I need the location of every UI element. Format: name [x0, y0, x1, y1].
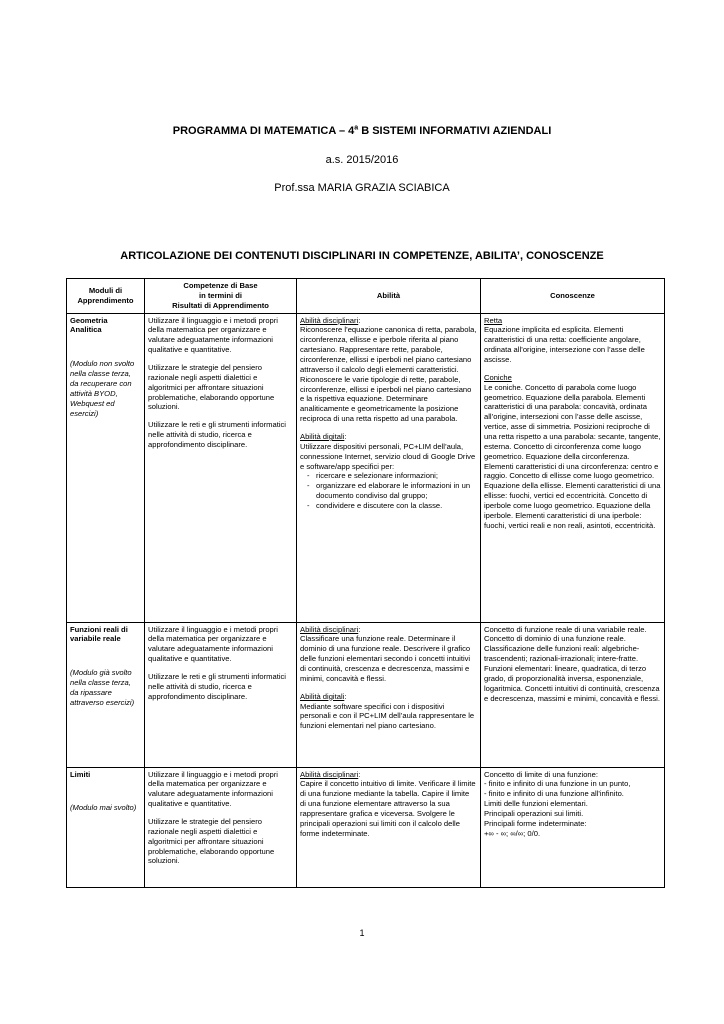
module-note: (Modulo non svolto nella classe terza, da recuperare con attività BYOD, Webquest ed esercizi) — [70, 359, 135, 418]
conoscenze-group-label: Coniche — [484, 372, 512, 382]
conoscenze-line: +∞ - ∞; ∞/∞; 0/0. — [484, 828, 541, 838]
conoscenze-line: Principali forme indeterminate: — [484, 818, 587, 828]
conoscenze-group-text: Equazione implicita ed esplicita. Elementi caratteristici di una retta: coefficiente angolare, ordinata all’origine, intersezione con l’asse delle ascisse. — [484, 325, 645, 365]
header-abilita: Abilità — [297, 279, 481, 314]
list-item: - organizzare ed elaborare le informazioni in un documento condiviso dal gruppo; — [316, 481, 477, 501]
document-title: PROGRAMMA DI MATEMATICA – 4$^a$ B SISTEMI INFORMATIVI AZIENDALI — [172, 124, 552, 137]
conoscenze-cell — [481, 767, 665, 887]
abilita-digitali-label: Abilità digitali — [300, 432, 345, 442]
conoscenze-line: Limiti delle funzioni elementari. — [484, 799, 588, 809]
conoscenze-group-label: Retta — [484, 315, 503, 325]
abilita-disciplinari-text: Riconoscere l’equazione canonica di retta, parabola, circonferenza, ellisse e iperbole riferita al piano cartesiano. Rappresentare rette, parabole, circonferenze, ellissi e iperboli nel piano cartesiano attraverso il calcolo degli elementi caratteristici. Riconoscere le varie tipologie di rette, parabole, circonferenze, ellissi e iperboli nel piano cartesiano e la rispettiva equazione. Determinare analiticamente e geometricamente la posizione reciproca di una retta rispetto ad una parabola. — [300, 325, 477, 424]
conoscenze-line: Principali operazioni sui limiti. — [484, 809, 584, 819]
competenza-item: Utilizzare il linguaggio e i metodi propri della matematica per organizzare e valutare adeguatamente informazioni qualitative e quantitative. — [148, 769, 278, 809]
competenze-cell — [145, 767, 297, 887]
abilita-digitali-text: Utilizzare dispositivi personali, PC+LIM dell’aula, connessione Internet, servizio cloud di Google Drive e software/app specifici per: — [300, 441, 476, 471]
module-cell — [67, 767, 145, 887]
competenze-cell — [145, 622, 297, 767]
abilita-cell: Abilità disciplinari: Classificare una funzione reale. Determinare il dominio di una funzione reale. Descrivere il grafico delle funzioni elementari secondo i concetti intuitivi di continuità, crescenza e decrescenza, massimi e minimi, concavità e flessi. Abilità digitali: Mediante software specifici con i dispositivi personali e con il PC+LIM dell’aula rappresentare le funzioni elementari nel piano cartesiano. — [297, 622, 481, 767]
abilita-disciplinari-label: Abilità disciplinari — [300, 315, 359, 325]
conoscenze-group-text: Le coniche. Concetto di parabola come luogo geometrico. Equazione della parabola. Elementi caratteristici di una parabola: concavità, ordinata all’origine, intersezioni con l’asse delle ascisse, vertice, asse di simmetria. Posizioni reciproche di una retta rispetto a una parabola: secante, tangente, esterna. Concetto di circonferenza come luogo geometrico. Equazione della circonferenza. Elementi caratteristici di una circonferenza: centro e raggio. Concetto di ellisse come luogo geometrico. Equazione della ellisse. Elementi caratteristici di una ellisse: fuochi, vertici ed eccentricità. Concetto di iperbole come luogo geometrico. Equazione della iperbole. Elementi caratteristici di una iperbole: fuochi, vertici reali e non reali, asintoti, eccentricità. — [484, 382, 661, 530]
competenza-item: Utilizzare il linguaggio e i metodi propri della matematica per organizzare e valutare adeguatamente informazioni qualitative e quantitative. — [148, 624, 278, 664]
conoscenze-line: Concetto di limite di una funzione: — [484, 769, 598, 779]
page-number: 1 — [359, 928, 365, 938]
abilita-digitali-label: Abilità digitali — [300, 691, 345, 701]
conoscenze-text: Concetto di funzione reale di una variabile reale. Concetto di dominio di una funzione reale. Classificazione delle funzioni reali: algebriche-trascendenti; razionali-irrazionali; intere-fratte. Funzioni elementari: lineare, quadratica, di terzo grado, di proporzionalità inversa, esponenziale, logaritmica. Concetti intuitivi di continuità, crescenza e decrescenza, massimi e minimi, concavità e flessi. — [484, 624, 660, 703]
school-year: a.s. 2015/2016 — [325, 154, 399, 166]
abilita-disciplinari-label: Abilità disciplinari — [300, 769, 359, 779]
header-competenze: Competenze di Base in termini di Risultati di Apprendimento — [145, 279, 297, 314]
module-cell — [67, 313, 145, 622]
conoscenze-cell — [481, 313, 665, 622]
abilita-cell: Abilità disciplinari: Riconoscere l’equazione canonica di retta, parabola, circonferenza, ellisse e iperbole riferita al piano cartesiano. Rappresentare rette, parabole, circonferenze, ellissi e iperboli nel piano cartesiano attraverso il calcolo degli elementi caratteristici. Riconoscere le varie tipologie di rette, parabole, circonferenze, ellissi e iperboli nel piano cartesiano e la rispettiva equazione. Determinare analiticamente e geometricamente la posizione reciproca di una retta rispetto ad una parabola. Abilità digitali: Utilizzare dispositivi personali, PC+LIM dell’aula, connessione Internet, servizio cloud di Google Drive e software/app specifici per: - ricercare e selezionare informazioni; - organizzare ed elaborare le informazioni in un documento condiviso dal gruppo; - condividere e discutere con la classe. — [297, 313, 481, 622]
competenza-item: Utilizzare le reti e gli strumenti informatici nelle attività di studio, ricerca e approfondimento disciplinare. — [148, 420, 286, 450]
abilita-digitali-text: Mediante software specifici con i dispositivi personali e con il PC+LIM dell’aula rappresentare le funzioni elementari nel piano cartesiano. — [300, 701, 475, 731]
conoscenze-line: - finito e infinito di una funzione in un punto, — [484, 779, 631, 789]
conoscenze-cell — [481, 622, 665, 767]
table-row — [67, 767, 665, 887]
competenza-item: Utilizzare le strategie del pensiero razionale negli aspetti dialettici e algoritmici per affrontare situazioni problematiche, elaborando opportune soluzioni. — [148, 817, 275, 866]
teacher-name: Prof.ssa MARIA GRAZIA SCIABICA — [274, 182, 450, 194]
abilita-digitali-list — [300, 471, 477, 510]
list-item: - ricercare e selezionare informazioni; — [316, 471, 477, 481]
competenza-item: Utilizzare il linguaggio e i metodi propri della matematica per organizzare e valutare adeguatamente informazioni qualitative e quantitative. — [148, 315, 278, 355]
module-note: (Modulo già svolto nella classe terza, da ripassare attraverso esercizi) — [70, 668, 135, 707]
competenza-item: Utilizzare le reti e gli strumenti informatici nelle attività di studio, ricerca e approfondimento disciplinare. — [148, 672, 286, 701]
conoscenze-line: - finito e infinito di una funzione all'infinito. — [484, 789, 624, 799]
module-name: Limiti — [70, 769, 91, 779]
abilita-cell: Abilità disciplinari: Capire il concetto intuitivo di limite. Verificare il limite di una funzione mediante la tabella. Capire il limite di una funzione elementare attraverso la sua rappresentare grafica e viceversa. Svolgere le principali operazioni sui limiti con il calcolo delle forme indeterminate. — [297, 767, 481, 887]
abilita-disciplinari-label: Abilità disciplinari — [300, 624, 359, 634]
module-note: (Modulo mai svolto) — [70, 803, 137, 813]
section-title: ARTICOLAZIONE DEI CONTENUTI DISCIPLINARI IN COMPETENZE, ABILITA’, CONOSCENZE — [120, 250, 604, 262]
competenze-cell — [145, 313, 297, 622]
module-cell — [67, 622, 145, 767]
table-header-row — [67, 279, 665, 314]
abilita-disciplinari-text: Capire il concetto intuitivo di limite. Verificare il limite di una funzione mediante la tabella. Capire il limite di una funzione elementare attraverso la sua rappresentare grafica e viceversa. Svolgere le principali operazioni sui limiti con il calcolo delle forme indeterminate. — [300, 779, 476, 838]
abilita-disciplinari-text: Classificare una funzione reale. Determinare il dominio di una funzione reale. Descrivere il grafico delle funzioni elementari secondo i concetti intuitivi di continuità, crescenza e decrescenza, massimi e minimi, concavità e flessi. — [300, 634, 471, 683]
header-moduli: Moduli di Apprendimento — [67, 279, 145, 314]
module-name: Geometria Analitica — [70, 315, 108, 335]
program-table — [66, 278, 665, 888]
module-name: Funzioni reali di variabile reale — [70, 624, 128, 644]
competenza-item: Utilizzare le strategie del pensiero razionale negli aspetti dialettici e algoritmici per affrontare situazioni problematiche, elaborando opportune soluzioni. — [148, 363, 275, 412]
table-row — [67, 622, 665, 767]
header-conoscenze: Conoscenze — [481, 279, 665, 314]
list-item: - condividere e discutere con la classe. — [316, 501, 477, 511]
table-row — [67, 313, 665, 622]
